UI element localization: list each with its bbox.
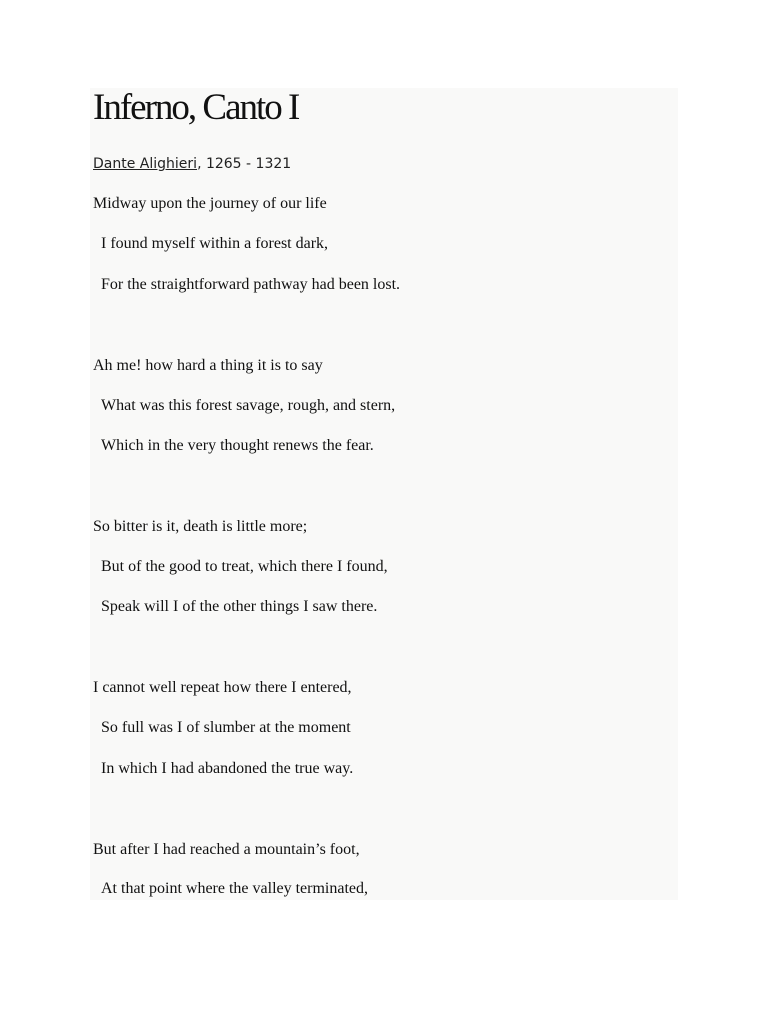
poem-line: Midway upon the journey of our life bbox=[93, 195, 327, 212]
poem-line: In which I had abandoned the true way. bbox=[101, 760, 354, 777]
author-years: , 1265 - 1321 bbox=[197, 156, 292, 172]
poem-line: I found myself within a forest dark, bbox=[101, 235, 329, 252]
poem-line: But after I had reached a mountain’s foot, bbox=[93, 841, 360, 858]
author-link[interactable]: Dante Alighieri bbox=[93, 156, 198, 172]
poem-line: What was this forest savage, rough, and stern, bbox=[101, 397, 396, 414]
poem-line: I cannot well repeat how there I entered, bbox=[93, 679, 352, 696]
poem-line: Which in the very thought renews the fear. bbox=[101, 437, 374, 454]
poem-line: So full was I of slumber at the moment bbox=[101, 719, 351, 736]
poem-line: For the straightforward pathway had been lost. bbox=[101, 276, 401, 293]
poem-line: At that point where the valley terminated, bbox=[101, 880, 369, 897]
poem-line: But of the good to treat, which there I found, bbox=[101, 558, 388, 575]
byline bbox=[93, 154, 291, 174]
poem-title: Inferno, Canto I bbox=[93, 88, 299, 128]
poem-line: Ah me! how hard a thing it is to say bbox=[93, 357, 323, 374]
poem-line: So bitter is it, death is little more; bbox=[93, 518, 308, 535]
poem-panel bbox=[90, 88, 678, 900]
poem-line: Speak will I of the other things I saw there. bbox=[101, 598, 378, 615]
